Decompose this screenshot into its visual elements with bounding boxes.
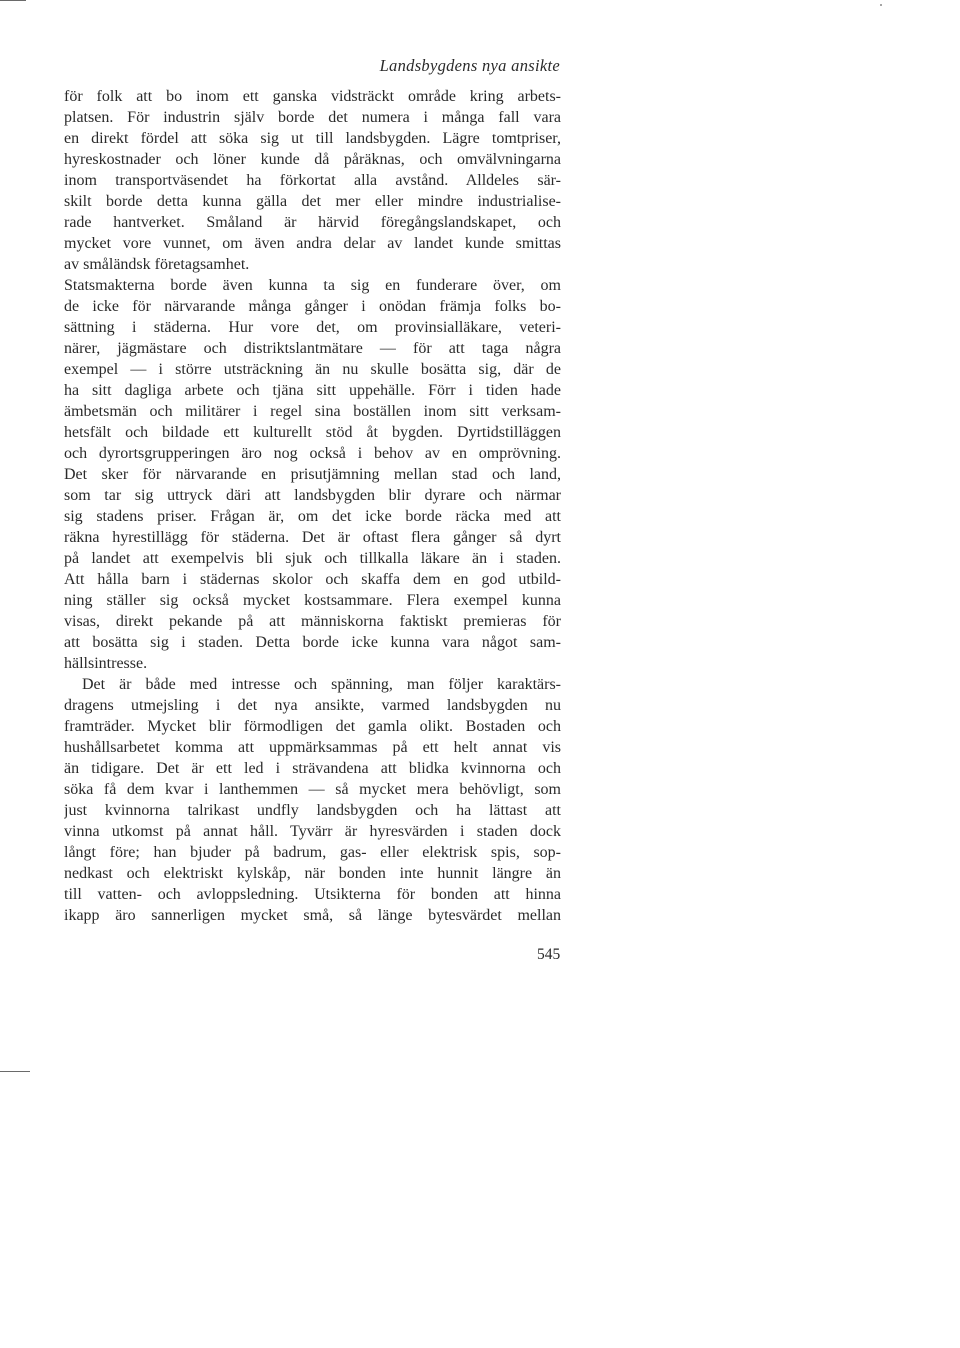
text-line: till vatten- och avloppsledning. Utsikterna för bonden att hinna — [64, 886, 561, 903]
text-line: ikapp äro sannerligen mycket små, så länge bytesvärdet mellan — [64, 907, 561, 924]
text-line: hetsfält och bildade ett kulturellt stöd åt bygden. Dyrtidstilläggen — [64, 424, 561, 441]
text-line: exempel — i större utsträckning än nu skulle bosätta sig, där de — [64, 361, 561, 378]
text-line: dragens utmejsling i det nya ansikte, varmed landsbygden nu — [64, 697, 561, 714]
scan-edge-mark — [0, 1071, 30, 1072]
text-line: sättning i städerna. Hur vore det, om provinsialläkare, veteri- — [64, 319, 561, 336]
text-line: långt före; han bjuder på badrum, gas- eller elektrisk spis, sop- — [64, 844, 561, 861]
running-head: Landsbygdens nya ansikte — [379, 56, 560, 75]
text-line: Att hålla barn i städernas skolor och skaffa dem en god utbild- — [64, 571, 561, 588]
text-line: sig stadens priser. Frågan är, om det icke borde räcka med att — [64, 508, 561, 525]
text-line: skilt borde detta kunna gälla det mer eller mindre industrialise- — [64, 193, 561, 210]
scan-dust-mark — [880, 4, 882, 6]
text-line: söka få dem kvar i lanthemmen — så mycket mera behövligt, som — [64, 781, 561, 798]
text-line: att bosätta sig i staden. Detta borde icke kunna vara något sam- — [64, 634, 561, 651]
text-line: ha sitt dagliga arbete och tjäna sitt uppehälle. Förr i tiden hade — [64, 382, 561, 399]
text-line: vinna utkomst på annat håll. Tyvärr är hyresvärden i staden dock — [64, 823, 561, 840]
text-line: nedkast och elektriskt kylskåp, när bonden inte hunnit längre än — [64, 865, 561, 882]
text-line: Statsmakterna borde även kunna ta sig en funderare över, om — [64, 277, 561, 294]
text-line: framträder. Mycket blir förmodligen det gamla olikt. Bostaden och — [64, 718, 561, 735]
text-line: Det är både med intresse och spänning, man följer karaktärs- — [82, 676, 561, 693]
body-text — [64, 86, 561, 926]
scan-edge-mark — [0, 0, 26, 1]
text-line: rade hantverket. Småland är härvid föregångslandskapet, och — [64, 214, 561, 231]
text-line: hällsintresse. — [64, 655, 148, 672]
text-line: hushållsarbetet komma att uppmärksammas på ett helt annat vis — [64, 739, 561, 756]
text-line: en direkt fördel att söka sig ut till landsbygden. Lägre tomtpriser, — [64, 130, 561, 147]
page-number: 545 — [537, 946, 561, 963]
text-line: mycket vore vunnet, om även andra delar av landet kunde smittas — [64, 235, 561, 252]
text-line: visas, direkt pekande på att människorna faktiskt premieras för — [64, 613, 561, 630]
text-line: Det sker för närvarande en prisutjämning mellan stad och land, — [64, 466, 561, 483]
text-line: av småländsk företagsamhet. — [64, 256, 250, 273]
text-line: och dyrortsgrupperingen äro nog också i behov av en omprövning. — [64, 445, 561, 462]
text-line: just kvinnorna talrikast undfly landsbygden och ha lättast att — [64, 802, 561, 819]
text-line: för folk att bo inom ett ganska vidsträckt område kring arbets- — [64, 88, 561, 105]
text-line: inom transportväsendet ha förkortat alla avstånd. Alldeles sär- — [64, 172, 561, 189]
text-line: platsen. För industrin själv borde det numera i många fall vara — [64, 109, 561, 126]
text-line: närer, jägmästare och distriktslantmätare — för att taga några — [64, 340, 561, 357]
text-line: räkna hyrestillägg för städerna. Det är oftast flera gånger så dyrt — [64, 529, 561, 546]
text-line: hyreskostnader och löner kunde då påräknas, och omvälvningarna — [64, 151, 561, 168]
text-line: som tar sig uttryck däri att landsbygden blir dyrare och närmar — [64, 487, 561, 504]
text-line: på landet att exempelvis bli sjuk och tillkalla läkare än i staden. — [64, 550, 561, 567]
text-line: ning ställer sig också mycket kostsammare. Flera exempel kunna — [64, 592, 561, 609]
text-line: de icke för närvarande många gånger i onödan främja folks bo- — [64, 298, 561, 315]
text-line: ämbetsmän och militärer i regel sina boställen inom sitt verksam- — [64, 403, 561, 420]
text-line: än tidigare. Det är ett led i strävandena att blidka kvinnorna och — [64, 760, 561, 777]
